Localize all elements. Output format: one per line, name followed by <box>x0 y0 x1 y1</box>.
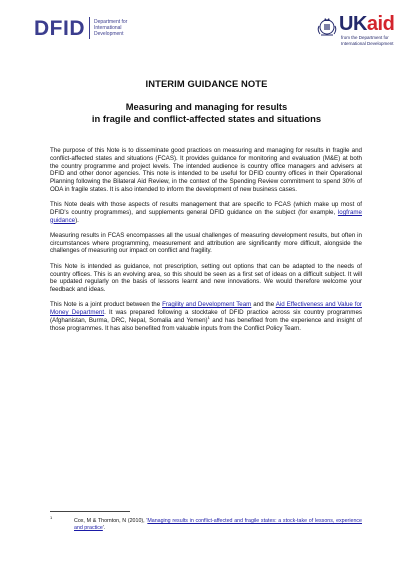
paragraph-text: and the <box>251 301 276 309</box>
page-header <box>0 0 413 60</box>
dfid-sub-line: International <box>94 25 122 31</box>
footnote-text <box>74 518 362 532</box>
dfid-wordmark: DFID <box>34 16 85 40</box>
document-title: INTERIM GUIDANCE NOTE <box>145 78 268 89</box>
paragraph-challenges: Measuring results in FCAS encompasses all the usual challenges of measuring development results, but often in circumstances where programming, measurement and attribution are significantly more difficult, alongside the challenges of measuring our impact on conflict and fragility. <box>50 231 362 255</box>
subtitle-line: in fragile and conflict-affected states and situations <box>91 113 322 124</box>
footnote-divider <box>50 511 130 512</box>
ukaid-sub-line: from the Department for <box>341 35 389 40</box>
dfid-department-name <box>94 19 132 37</box>
dfid-logo <box>34 17 132 39</box>
dfid-sub-line: Development <box>94 31 124 37</box>
paragraph-text: This Note is a joint product between the <box>50 301 163 309</box>
paragraph-text: and has benefited from the experience and insight of those programmes. It has also benefited from valuable inputs from the Conflict Policy Team. <box>50 316 363 332</box>
royal-crest-icon <box>315 14 339 38</box>
footnote-text-part: '. <box>102 525 106 531</box>
ukaid-logo <box>315 12 393 54</box>
footnote-marker: 1 <box>207 314 210 320</box>
ukaid-wordmark <box>339 14 394 34</box>
footnote <box>50 515 362 532</box>
paragraph-authorship <box>50 301 362 332</box>
paragraph-text: This Note deals with those aspects of results management that are specific to FCAS (which make up most of DFID's country programmes), and supplements general DFID guidance on the subject (for example, <box>50 201 362 216</box>
paragraph-scope <box>50 201 362 224</box>
ukaid-sub-line: International Development <box>341 40 394 46</box>
stocktake-report-link[interactable]: Managing results in conflict-affected and fragile states: a stock-take of lessons, experience and practice <box>74 518 362 531</box>
fragility-team-link[interactable]: Fragility and Development Team <box>162 301 252 309</box>
ukaid-aid-text: aid <box>366 13 395 35</box>
document-body <box>50 147 362 340</box>
paragraph-text: . It was prepared following a stocktake of DFID practice across six country programmes (Afghanistan, Burma, DRC, Nepal, Somalia and Yemen) <box>50 309 362 324</box>
dfid-sub-line: Department for <box>94 19 128 25</box>
paragraph-purpose: The purpose of this Note is to disseminate good practices on measuring and managing for results in fragile and conflict-affected states and situations (FCAS). It provides guidance for monitoring and evaluation (M&E) at both the country programme and project levels. The intended audience is country office managers and advisers at DFID and other donor agencies. This note is intended to be useful for DFID country offices in their Operational Planning following the Bilateral Aid Review, in the context of the Spending Review commitment to spend 30% of ODA in fragile states. It is also intended to inform the development of new business cases. <box>50 147 362 193</box>
ukaid-tagline <box>341 35 395 46</box>
aid-effectiveness-link[interactable]: Aid Effectiveness and Value for Money Department <box>50 301 362 317</box>
paragraph-text: ). <box>75 216 79 224</box>
footnote-text-part: Cox, M & Thornton, N (2010), ' <box>74 518 148 524</box>
logframe-guidance-link[interactable]: logframe guidance <box>50 208 362 224</box>
subtitle-line: Measuring and managing for results <box>125 101 288 112</box>
ukaid-uk-text: UK <box>339 13 367 35</box>
footnote-number: 1 <box>50 515 53 521</box>
paragraph-guidance: This Note is intended as guidance, not prescription, setting out options that can be adapted to the needs of country offices. This is an evolving area, so this should be seen as a first set of ideas on a difficult subject. It will be updated regularly on the basis of lessons learnt and new innovations. We would therefore welcome your feedback and ideas. <box>50 262 362 294</box>
logo-divider <box>89 17 90 39</box>
document-subtitle <box>0 101 413 125</box>
